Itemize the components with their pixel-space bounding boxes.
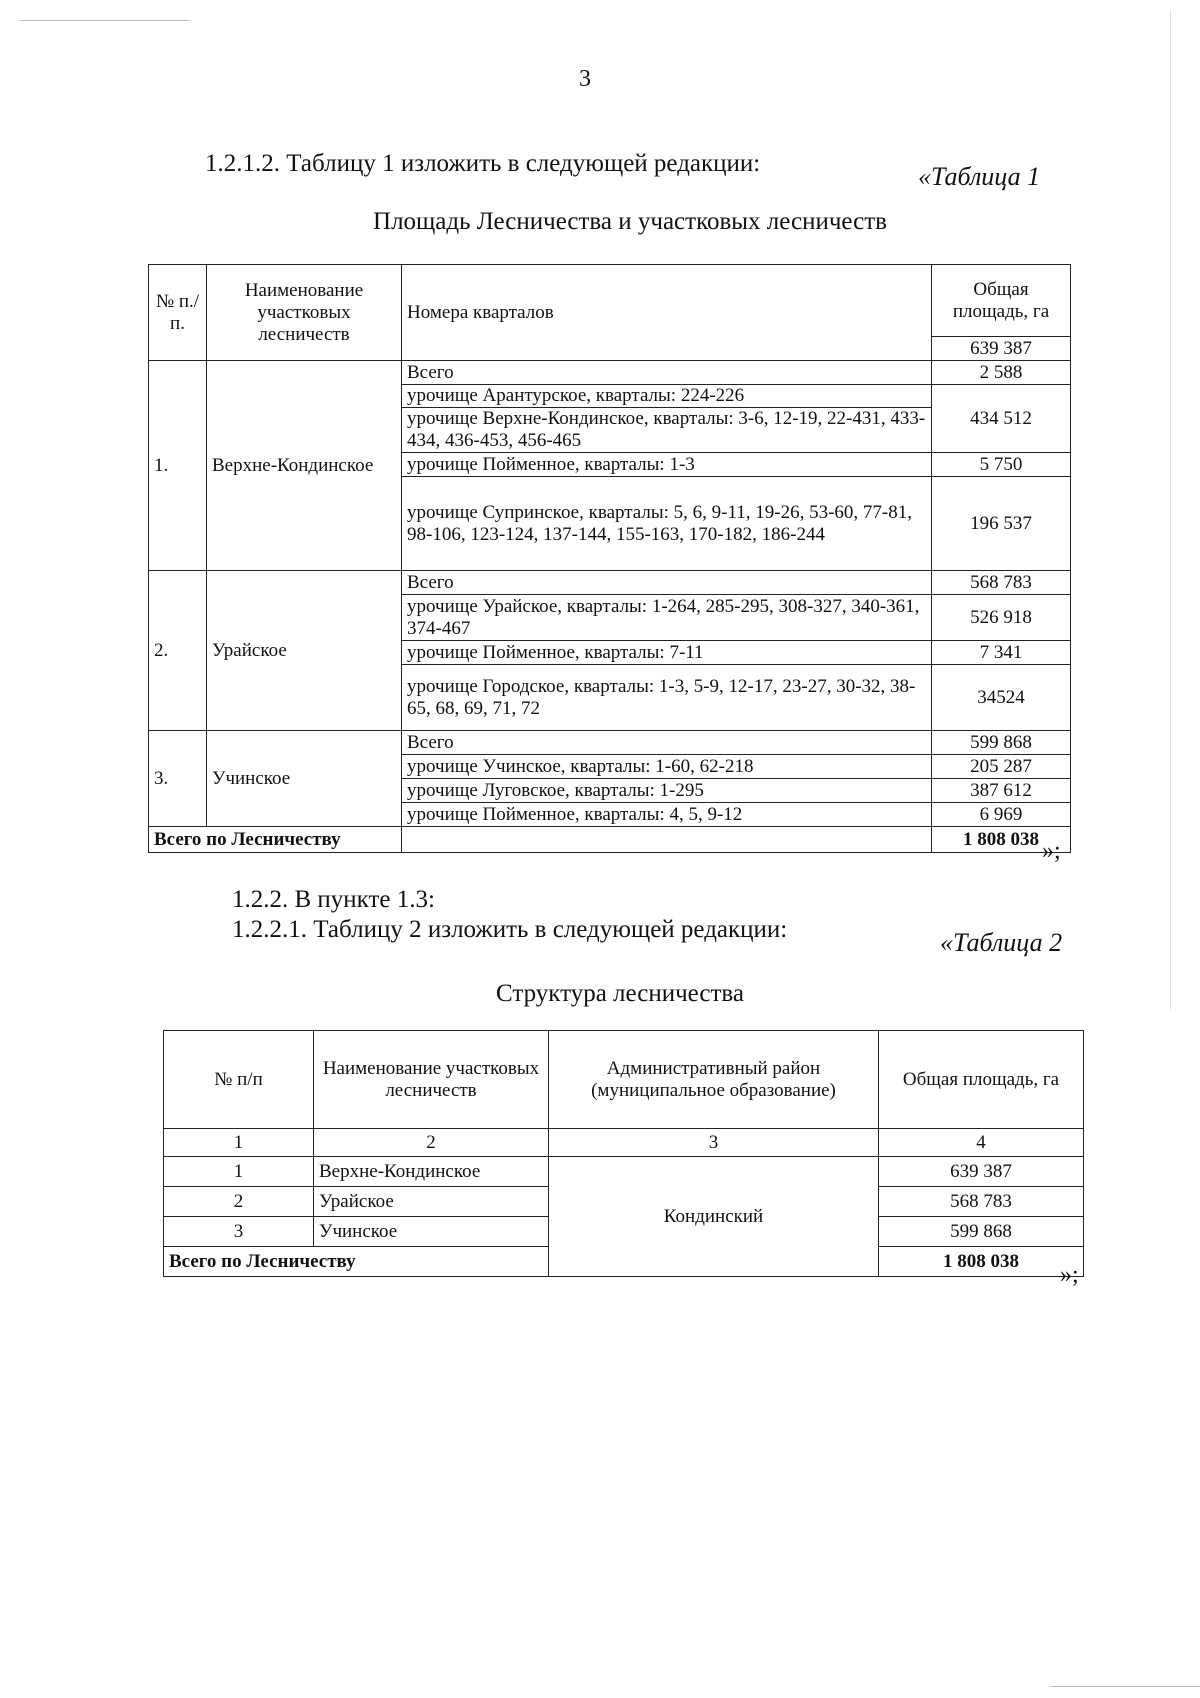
table1 bbox=[148, 264, 1071, 853]
t2-row-num: 3 bbox=[164, 1217, 314, 1247]
t1-area-cell: 5 750 bbox=[932, 453, 1071, 477]
t1-area-cell: 6 969 bbox=[932, 803, 1071, 827]
t1-quarters-cell: урочище Луговское, кварталы: 1-295 bbox=[402, 779, 932, 803]
t2-col-number: 4 bbox=[879, 1129, 1084, 1157]
t1-header-quarters: Номера кварталов bbox=[402, 265, 932, 361]
t1-quarters-cell: Всего bbox=[402, 731, 932, 755]
section2-heading-b: 1.2.2.1. Таблицу 2 изложить в следующей редакции: bbox=[232, 916, 788, 943]
t1-quarters-cell: урочище Пойменное, кварталы: 1-3 bbox=[402, 453, 932, 477]
table1-caption: Площадь Лесничества и участковых лесничеств bbox=[373, 208, 887, 235]
t1-group-num: 2. bbox=[149, 571, 207, 731]
t1-quarters-cell: Всего bbox=[402, 361, 932, 385]
t1-group-num: 1. bbox=[149, 361, 207, 571]
t2-header-name: Наименование участковых лесничеств bbox=[314, 1031, 549, 1129]
table2-caption: Структура лесничества bbox=[496, 980, 744, 1007]
t1-area-cell: 7 341 bbox=[932, 641, 1071, 665]
t1-quarters-cell: урочище Супринское, кварталы: 5, 6, 9-11, 19-26, 53-60, 77-81, 98-106, 123-124, 137-144, 155-163, 170-182, 186-244 bbox=[402, 477, 932, 571]
t1-quarters-cell: урочище Пойменное, кварталы: 4, 5, 9-12 bbox=[402, 803, 932, 827]
t2-row-name: Верхне-Кондинское bbox=[314, 1157, 549, 1187]
t2-row-name: Учинское bbox=[314, 1217, 549, 1247]
t1-quarters-cell: урочище Верхне-Кондинское, кварталы: 3-6, 12-19, 22-431, 433-434, 436-453, 456-465 bbox=[402, 408, 932, 453]
table2-quote-end: »; bbox=[1060, 1262, 1079, 1288]
table1-quote-end: »; bbox=[1042, 838, 1061, 864]
t2-header-num: № п/п bbox=[164, 1031, 314, 1129]
t2-total-value: 1 808 038 bbox=[879, 1247, 1084, 1277]
t2-row-area: 639 387 bbox=[879, 1157, 1084, 1187]
t1-total-label: Всего по Лесничеству bbox=[149, 827, 402, 853]
t1-quarters-cell: Всего bbox=[402, 571, 932, 595]
t1-group-name: Учинское bbox=[207, 731, 402, 827]
t1-quarters-cell: урочище Урайское, кварталы: 1-264, 285-295, 308-327, 340-361, 374-467 bbox=[402, 595, 932, 641]
t1-area-cell: 205 287 bbox=[932, 755, 1071, 779]
table1-reference: «Таблица 1 bbox=[918, 162, 1041, 191]
t1-total-value: 1 808 038 bbox=[932, 827, 1071, 853]
t2-row-area: 568 783 bbox=[879, 1187, 1084, 1217]
t1-total-empty bbox=[402, 827, 932, 853]
table2 bbox=[163, 1030, 1084, 1277]
table2-reference: «Таблица 2 bbox=[940, 928, 1063, 957]
t1-header-area-value: 639 387 bbox=[932, 337, 1071, 361]
t1-header-area: Общая площадь, га bbox=[932, 265, 1071, 337]
t2-row-name: Урайское bbox=[314, 1187, 549, 1217]
t1-area-cell: 34524 bbox=[932, 665, 1071, 731]
t1-area-cell: 526 918 bbox=[932, 595, 1071, 641]
t1-header-num: № п./п. bbox=[149, 265, 207, 361]
t1-group-num: 3. bbox=[149, 731, 207, 827]
t2-header-area: Общая площадь, га bbox=[879, 1031, 1084, 1129]
t1-area-cell: 599 868 bbox=[932, 731, 1071, 755]
scan-artifact-edge bbox=[1170, 10, 1171, 1010]
t2-total-label: Всего по Лесничеству bbox=[164, 1247, 549, 1277]
page-number: 3 bbox=[579, 66, 591, 92]
section1-heading: 1.2.1.2. Таблицу 1 изложить в следующей редакции: bbox=[205, 150, 761, 177]
t1-quarters-cell: урочище Учинское, кварталы: 1-60, 62-218 bbox=[402, 755, 932, 779]
t2-col-number: 1 bbox=[164, 1129, 314, 1157]
t1-area-cell: 196 537 bbox=[932, 477, 1071, 571]
t1-quarters-cell: урочище Арантурское, кварталы: 224-226 bbox=[402, 385, 932, 408]
t2-row-num: 2 bbox=[164, 1187, 314, 1217]
t1-area-cell: 387 612 bbox=[932, 779, 1071, 803]
t2-col-number: 3 bbox=[549, 1129, 879, 1157]
t1-area-cell: 568 783 bbox=[932, 571, 1071, 595]
t1-quarters-cell: урочище Городское, кварталы: 1-3, 5-9, 12-17, 23-27, 30-32, 38-65, 68, 69, 71, 72 bbox=[402, 665, 932, 731]
t2-district: Кондинский bbox=[549, 1157, 879, 1277]
t2-row-area: 599 868 bbox=[879, 1217, 1084, 1247]
section2-heading-a: 1.2.2. В пункте 1.3: bbox=[232, 886, 435, 913]
scan-artifact-line bbox=[20, 20, 190, 21]
t1-group-name: Урайское bbox=[207, 571, 402, 731]
t1-quarters-cell: урочище Пойменное, кварталы: 7-11 bbox=[402, 641, 932, 665]
t2-col-number: 2 bbox=[314, 1129, 549, 1157]
t1-area-cell: 434 512 bbox=[932, 385, 1071, 453]
t1-header-name: Наименование участковых лесничеств bbox=[207, 265, 402, 361]
scan-artifact-line-bottom bbox=[1050, 1686, 1200, 1687]
t1-group-name: Верхне-Кондинское bbox=[207, 361, 402, 571]
t2-row-num: 1 bbox=[164, 1157, 314, 1187]
t1-area-cell: 2 588 bbox=[932, 361, 1071, 385]
t2-header-district: Административный район (муниципальное образование) bbox=[549, 1031, 879, 1129]
